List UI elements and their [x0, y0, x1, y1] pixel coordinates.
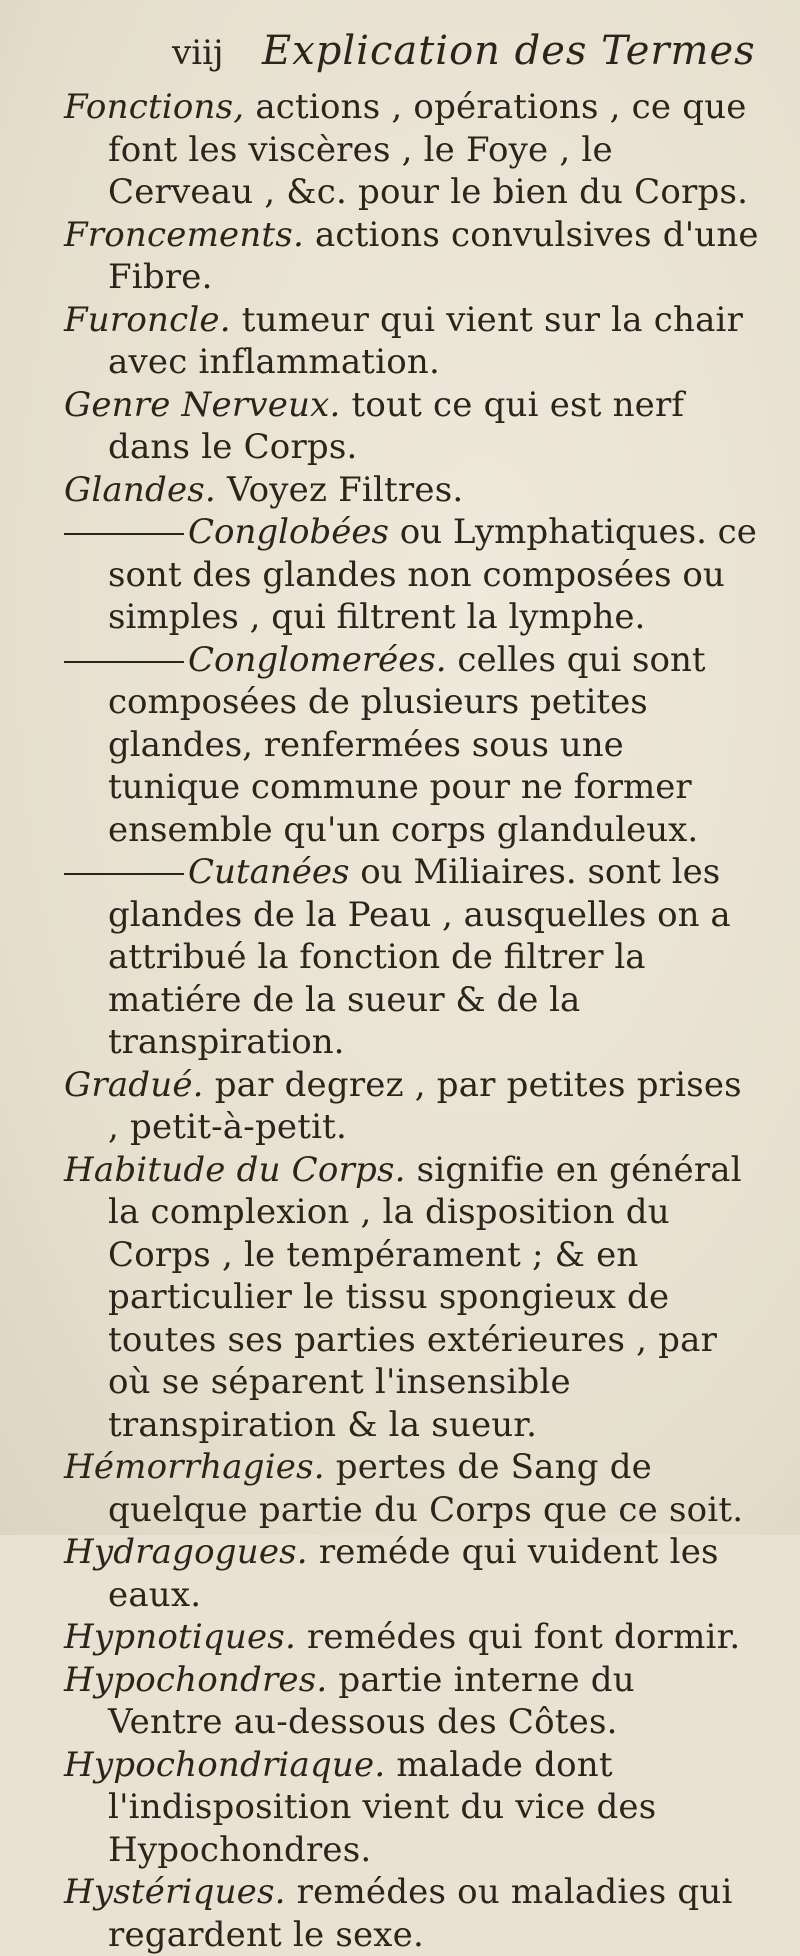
glossary-entry — [64, 1659, 760, 1744]
glossary-subentry — [64, 851, 760, 1064]
entry-definition: Voyez Filtres. — [215, 469, 464, 510]
entry-term: Hypochondriaque. — [64, 1744, 386, 1785]
glossary-entry — [64, 1616, 760, 1659]
glossary-entries — [64, 86, 760, 1956]
entry-term: Hémorrhagies. — [64, 1447, 325, 1487]
entry-definition: par degrez , par petites prises , petit-à-petit. — [108, 1064, 742, 1147]
ditto-dash — [64, 661, 184, 663]
ditto-dash — [64, 533, 184, 535]
entry-term: Cutanées — [188, 852, 350, 892]
entry-definition: actions convulsives d'une Fibre. — [108, 214, 759, 297]
entry-term: Habitude du Corps. — [64, 1149, 406, 1190]
glossary-entry — [64, 1064, 760, 1149]
entry-term: Furoncle. — [64, 299, 231, 340]
running-title: Explication des Termes — [262, 28, 756, 74]
glossary-entry — [64, 1149, 760, 1447]
glossary-entry — [64, 469, 760, 512]
glossary-entry — [64, 86, 760, 214]
entry-term: Genre Nerveux. — [64, 384, 341, 425]
entry-definition: ou Miliaires. sont les glandes de la Peau , ausquelles on a attribué la fonction de filtrer la matiére de la sueur & de la transpiration. — [108, 852, 731, 1062]
entry-definition: actions , opérations , ce que font les viscères , le Foye , le Cerveau , &c. pour le bien du Corps. — [108, 87, 749, 212]
entry-definition: ou Lymphatiques. ce sont des glandes non composées ou simples , qui filtrent la lymphe. — [108, 512, 757, 637]
entry-term: Conglobées — [188, 512, 389, 552]
entry-definition: tout ce qui est nerf dans le Corps. — [108, 384, 685, 467]
glossary-entry — [64, 214, 760, 299]
entry-definition: pertes de Sang de quelque partie du Corps que ce soit. — [108, 1447, 744, 1530]
glossary-entry — [64, 1871, 760, 1956]
page-number: viij — [172, 33, 224, 73]
entry-term: Hypochondres. — [64, 1659, 328, 1700]
entry-term: Conglomerées. — [188, 639, 447, 680]
glossary-entry — [64, 1531, 760, 1616]
entry-definition: reméde qui vuident les eaux. — [108, 1532, 719, 1615]
glossary-entry — [64, 1446, 760, 1531]
glossary-subentry — [64, 639, 760, 852]
entry-term: Hypnotiques. — [64, 1617, 296, 1657]
entry-definition: partie interne du Ventre au-dessous des Côtes. — [108, 1659, 635, 1742]
glossary-entry — [64, 384, 760, 469]
entry-definition: remédes ou maladies qui regardent le sexe. — [108, 1872, 733, 1955]
glossary-subentry — [64, 511, 760, 639]
entry-term: Froncements. — [64, 214, 304, 255]
entry-term: Glandes. — [64, 469, 216, 510]
ditto-dash — [64, 873, 184, 875]
glossary-entry — [64, 1744, 760, 1872]
entry-definition: tumeur qui vient sur la chair avec inflammation. — [108, 299, 744, 382]
entry-definition: signifie en général la complexion , la disposition du Corps , le tempérament ; & en particulier le tissu spongieux de toutes ses parties extérieures , par où se séparent l'insensible transpiration & la sueur. — [108, 1149, 742, 1445]
entry-term: Hydragogues. — [64, 1532, 308, 1572]
entry-term: Hystériques. — [64, 1872, 286, 1912]
entry-definition: malade dont l'indisposition vient du vice des Hypochondres. — [108, 1744, 657, 1870]
entry-term: Fonctions, — [64, 87, 245, 127]
entry-definition: celles qui sont composées de plusieurs petites glandes, renfermées sous une tunique commune pour ne former ensemble qu'un corps glanduleux. — [108, 639, 706, 850]
entry-definition: remédes qui font dormir. — [295, 1617, 741, 1657]
glossary-entry — [64, 299, 760, 384]
page-header — [64, 28, 760, 84]
entry-term: Gradué. — [64, 1064, 204, 1105]
